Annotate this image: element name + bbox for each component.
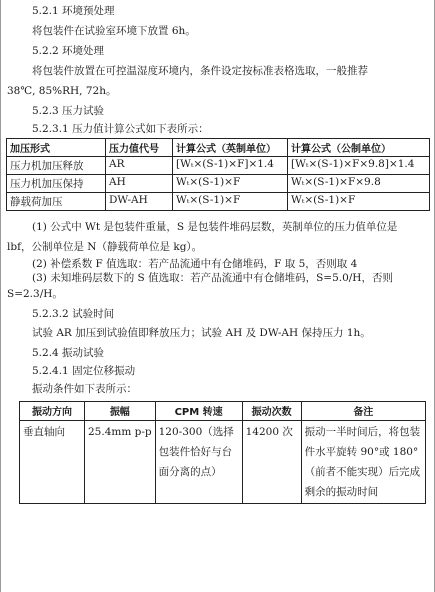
table-cell: AH xyxy=(106,175,173,193)
table-row xyxy=(7,193,430,211)
table-cell: 25.4mm p-p xyxy=(85,421,156,504)
table-cell: 垂直轴向 xyxy=(20,421,85,504)
table-row xyxy=(20,421,426,504)
note-2: (2) 补偿系数 F 值选取：若产品流通中有仓储堆码，F 取 5，否则取 4 xyxy=(32,258,358,270)
note-3-line1: (3) 未知堆码层数下的 S 值选取：若产品流通中有仓储堆码，S=5.0/H，否则 xyxy=(32,272,393,284)
note-3-line2: S=2.3/H。 xyxy=(7,288,63,300)
table-cell: Wₜ×(S-1)×F xyxy=(173,175,288,193)
table-cell: [Wₜ×(S-1)×F×9.8]×1.4 xyxy=(288,157,430,175)
table-header-cell: 加压形式 xyxy=(7,139,106,157)
table-cell: 压力机加压释放 xyxy=(7,157,106,175)
section-5-2-1-body: 将包装件在试验室环境下放置 6h。 xyxy=(32,25,196,37)
table-cell: Wₜ×(S-1)×F×9.8 xyxy=(288,175,430,193)
section-5-2-3-title: 5.2.3 压力试验 xyxy=(32,105,105,117)
table-cell: 静载荷加压 xyxy=(7,193,106,211)
vibration-intro: 振动条件如下表所示： xyxy=(32,383,137,395)
section-5-2-2-title: 5.2.2 环境处理 xyxy=(32,45,105,57)
table-header-row xyxy=(20,402,426,421)
section-5-2-3-2-body: 试验 AR 加压到试验值即释放压力；试验 AH 及 DW-AH 保持压力 1h。 xyxy=(32,327,371,339)
table-cell: 振动一半时间后，将包装件水平旋转 90°或 180°（前者不能实现）后完成剩余的振动时间 xyxy=(301,421,425,504)
table-row xyxy=(7,157,430,175)
table-header-cell: 振幅 xyxy=(85,402,156,421)
table-cell: Wₜ×(S-1)×F xyxy=(173,193,288,211)
table-header-cell: 计算公式（英制单位） xyxy=(173,139,288,157)
table-cell: DW-AH xyxy=(106,193,173,211)
table-cell: 14200 次 xyxy=(242,421,301,504)
section-5-2-4-1-title: 5.2.4.1 固定位移振动 xyxy=(32,365,136,377)
section-5-2-1-title: 5.2.1 环境预处理 xyxy=(32,5,115,17)
section-5-2-3-2-title: 5.2.3.2 试验时间 xyxy=(32,308,115,320)
table-row xyxy=(7,175,430,193)
table-header-cell: 压力值代号 xyxy=(106,139,173,157)
table-header-cell: CPM 转速 xyxy=(155,402,242,421)
table-cell: [Wₜ×(S-1)×F]×1.4 xyxy=(173,157,288,175)
table-header-row xyxy=(7,139,430,157)
table-cell: Wₜ×(S-1)×F xyxy=(288,193,430,211)
table-header-cell: 振动次数 xyxy=(242,402,301,421)
note-1-line1: (1) 公式中 Wt 是包装件重量，S 是包装件堆码层数，英制单位的压力值单位是 xyxy=(32,221,398,233)
pressure-formula-table xyxy=(6,138,430,211)
vibration-condition-table xyxy=(19,401,426,504)
section-5-2-2-body-line1: 将包装件放置在可控温湿度环境内，条件设定按标准表格选取，一般推荐 xyxy=(32,65,368,77)
section-5-2-4-title: 5.2.4 振动试验 xyxy=(32,347,105,359)
note-1-line2: lbf，公制单位是 N（静载荷单位是 kg）。 xyxy=(7,241,203,253)
table-cell: AR xyxy=(106,157,173,175)
section-5-2-3-1-title: 5.2.3.1 压力值计算公式如下表所示： xyxy=(32,123,209,135)
table-header-cell: 振动方向 xyxy=(20,402,85,421)
table-header-cell: 备注 xyxy=(301,402,425,421)
table-cell: 压力机加压保持 xyxy=(7,175,106,193)
table-cell: 120-300（选择包装件恰好与台面分离的点） xyxy=(155,421,242,504)
table-header-cell: 计算公式（公制单位） xyxy=(288,139,430,157)
section-5-2-2-body-line2: 38℃, 85%RH, 72h。 xyxy=(7,85,117,97)
